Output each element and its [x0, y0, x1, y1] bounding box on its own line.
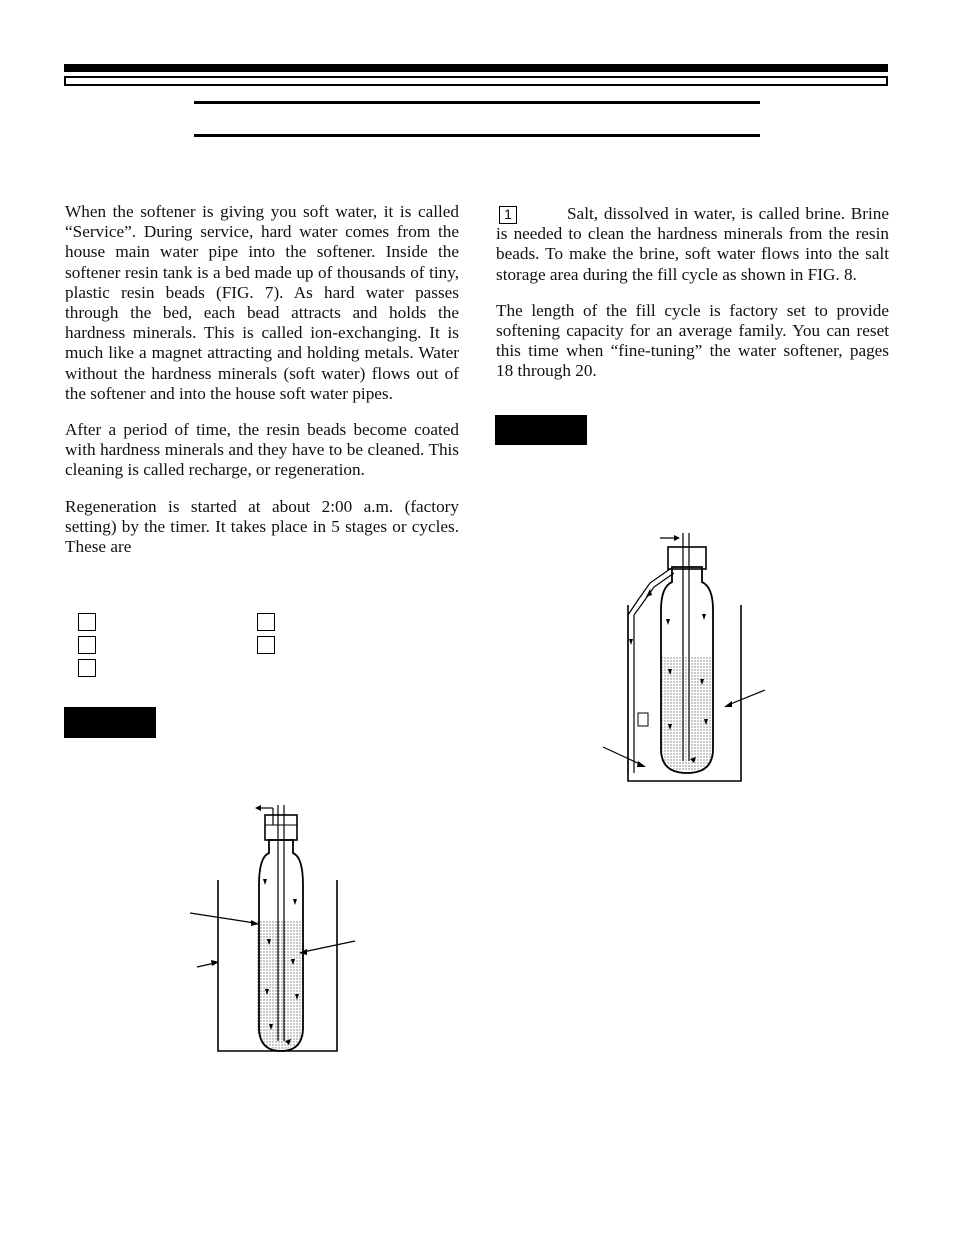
regeneration-paragraph: After a period of time, the resin beads become coated with hardness minerals and they have to be cleaned. This cleaning is called recharge, or regeneration.: [65, 420, 459, 480]
stages-paragraph: Regeneration is started at about 2:00 a.m. (factory setting) by the timer. It takes place in 5 stages or cycles. These are: [65, 496, 459, 557]
stage-box-1: [78, 613, 96, 631]
stage-box-4: [257, 613, 275, 631]
step-number-badge: 1: [499, 206, 517, 224]
stage-box-2: [78, 636, 96, 654]
header-rule-outline: [64, 76, 888, 86]
right-column: [496, 204, 889, 382]
fig-8-label-block: [495, 415, 587, 445]
header-rule-thick: [64, 64, 888, 72]
fig-7-label-block: [64, 707, 156, 738]
fig-7-service-diagram: [185, 795, 365, 1060]
title-rule-bottom: [194, 134, 760, 137]
stage-box-3: [78, 659, 96, 677]
title-rule-top: [194, 101, 760, 104]
left-column: [65, 202, 459, 557]
service-paragraph: When the softener is giving you soft water, it is called “Service”. During service, hard water comes from the house main water pipe into the softener. Inside the softener resin tank is a bed made up of thousands of tiny, plastic resin beads (FIG. 7). As hard water passes through the bed, each bead attracts and holds the hardness minerals. This is called ion-exchanging. It is much like a magnet attracting and holding metals. Water without the hardness minerals (soft water) flows out of the softener and into the house soft water pipes.: [65, 202, 459, 403]
fig-8-fill-diagram: [598, 525, 778, 790]
fill-cycle-paragraph: Salt, dissolved in water, is called brine. Brine is needed to clean the hardness minerals from the resin beads. To make the brine, soft water flows into the salt storage area during the fill cycle as shown in FIG. 8.: [496, 204, 889, 284]
stage-box-5: [257, 636, 275, 654]
fill-length-paragraph: The length of the fill cycle is factory set to provide softening capacity for an average family. You can reset this time when “fine-tuning” the water softener, pages 18 through 20.: [496, 300, 889, 381]
